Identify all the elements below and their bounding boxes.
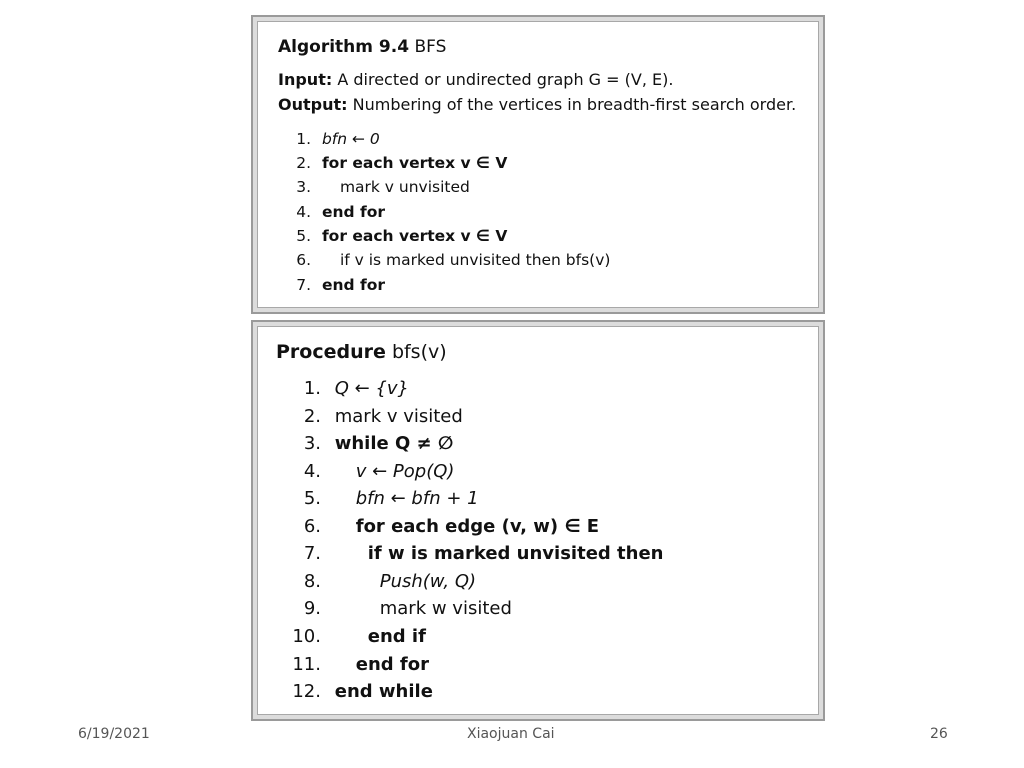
list-item: 8. Push(w, Q) — [303, 571, 477, 592]
list-item: 9. mark w visited — [303, 598, 512, 619]
algorithm-title: Algorithm 9.4 BFS — [278, 37, 447, 57]
footer-author: Xiaojuan Cai — [467, 726, 555, 742]
list-item: 1. bfn ← 0 — [296, 130, 380, 148]
list-item: 4. end for — [296, 203, 386, 221]
procedure-box — [251, 320, 825, 721]
footer-page-number: 26 — [930, 726, 948, 742]
list-item: 4. v ← Pop(Q) — [303, 461, 455, 482]
procedure-title: Procedure bfs(v) — [276, 341, 447, 363]
list-item: 5. for each vertex v ∈ V — [296, 227, 508, 245]
list-item: 7. end for — [296, 276, 386, 294]
list-item: 6. for each edge (v, w) ∈ E — [303, 516, 600, 537]
list-item: 3. while Q ≠ ∅ — [303, 433, 454, 454]
output-line: Output: Numbering of the vertices in breadth-first search order. — [278, 95, 797, 114]
list-item: 11. end for — [292, 654, 429, 675]
list-item: 2. mark v visited — [303, 406, 463, 427]
list-item: 2. for each vertex v ∈ V — [296, 154, 508, 172]
footer-date: 6/19/2021 — [78, 726, 150, 742]
list-item: 12. end while — [292, 681, 433, 702]
list-item: 6. if v is marked unvisited then bfs(v) — [296, 251, 611, 269]
list-item: 10. end if — [292, 626, 426, 647]
algorithm-box — [251, 15, 825, 314]
input-line: Input: A directed or undirected graph G = (V, E). — [278, 70, 674, 89]
list-item: 7. if w is marked unvisited then — [303, 543, 664, 564]
list-item: 1. Q ← {v} — [303, 378, 409, 399]
list-item: 5. bfn ← bfn + 1 — [303, 488, 479, 509]
list-item: 3. mark v unvisited — [296, 178, 470, 196]
